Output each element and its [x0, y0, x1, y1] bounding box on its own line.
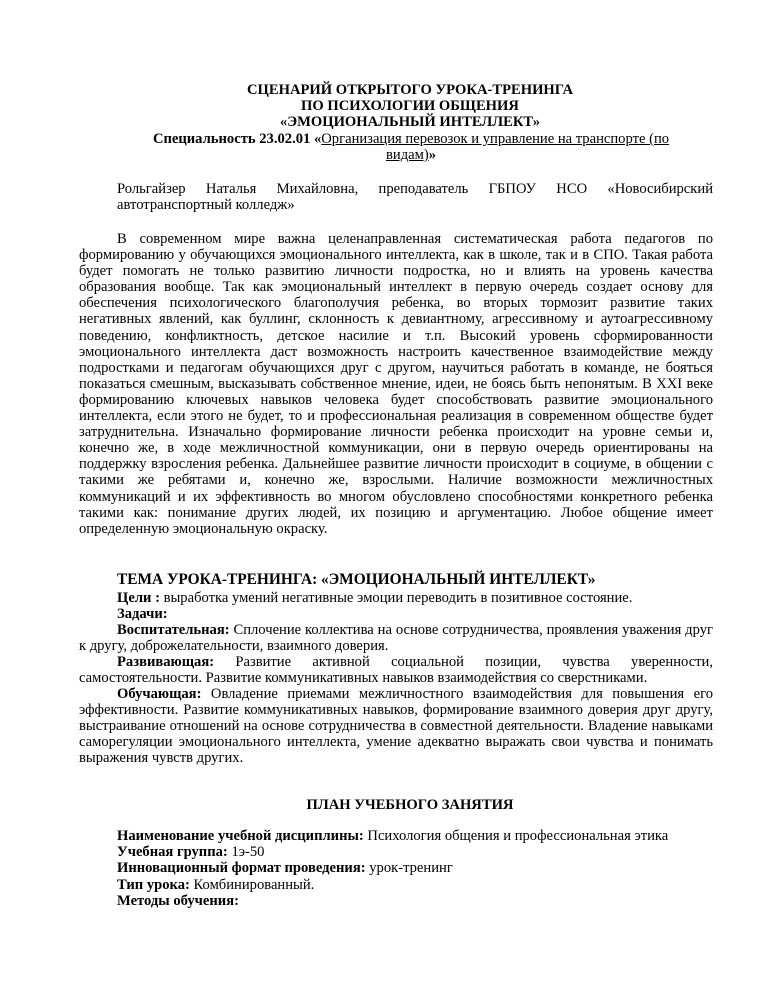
author-paragraph: Рольгайзер Наталья Михайловна, преподаватель ГБПОУ НСО «Новосибирский автотранспортный колледж» — [117, 181, 713, 214]
task-developing-label: Развивающая: — [117, 654, 236, 670]
task-educational-label: Воспитательная: — [117, 622, 234, 638]
task-teaching-value: Овладение приемами межличностного взаимодействия для повышения его эффективности. Развитие коммуникативных навыков, формирование взаимного доверия друг другу, выстраивание отношений на основе сотрудничества в совместной деятельности. Владение навыками саморегуляции эмоционального интеллекта, умение адекватно выражать свои чувства и понимать выражения чувств других. — [79, 686, 713, 767]
task-teaching — [79, 686, 713, 766]
theme-line — [117, 572, 713, 588]
specialty-close: » — [428, 147, 436, 163]
plan-format: Инновационный формат проведения: урок-тренинг — [117, 860, 453, 877]
task-teaching-label: Обучающая: — [117, 686, 211, 702]
task-developing — [79, 654, 713, 686]
tasks-heading: Задачи: — [117, 606, 168, 622]
plan-group: Учебная группа: 1э-50 — [117, 844, 265, 861]
theme-value: «ЭМОЦИОНАЛЬНЫЙ ИНТЕЛЛЕКТ» — [321, 571, 596, 588]
title-line-3: «ЭМОЦИОНАЛЬНЫЙ ИНТЕЛЛЕКТ» — [279, 114, 541, 130]
plan-methods: Методы обучения: — [117, 892, 239, 909]
task-educational — [79, 622, 713, 654]
plan-details — [117, 828, 717, 909]
goals-label: Цели : — [117, 590, 164, 606]
specialty-link[interactable]: Организация перевозок и управление на транспорте (по видам) — [321, 131, 670, 163]
intro-paragraph: В современном мире важна целенаправленная систематическая работа педагогов по формированию у обучающихся эмоционального интеллекта, как в школе, так и в СПО. Такая работа будет помогать не только развитию личности подростка, но и влиять на уровень качества образования вообще. Так как эмоциональный интеллект в первую очередь создает основу для обеспечения психологического благополучия ребенка, во вторых тормозит развитие таких негативных явлений, как буллинг, склонность к девиантному, агрессивному и аутоагрессивному поведению, конфликтность, детское насилие и т.п. Высокий уровень сформированности эмоционального интеллекта даст возможность настроить качественное взаимодействие между подростками и педагогам обучающихся друг с другом, научиться работать в команде, не бояться показаться смешным, высказывать собственное мнение, идеи, не боясь быть непонятым. В XXI веке формированию ключевых навыков человека будет способствовать развитие эмоционального интеллекта, если этого не будет, то и профессиональная реализация в современном обществе будет затруднительна. Изначально формирование личности ребенка происходит на уровне семьи и, конечно же, в ходе межличностной коммуникации, они в первую очередь ориентированы на поддержку взросления ребенка. Дальнейшее развитие личности происходит в социуме, в общении с такими же ребятами и, конечно же, взрослыми. Наличие возможности межличностных коммуникаций и их эффективность во многом обусловлено способностями конкретного ребенка такими как: понимание других людей, их позицию и аргументацию. Любое общение имеет определенную эмоциональную окраску. — [79, 231, 713, 537]
specialty-line — [135, 131, 687, 163]
goals-line — [117, 590, 713, 606]
title-line-2: ПО ПСИХОЛОГИИ ОБЩЕНИЯ — [301, 98, 519, 114]
plan-discipline: Наименование учебной дисциплины: Психология общения и профессиональная этика — [117, 828, 669, 844]
document-title — [110, 82, 710, 130]
plan-title: ПЛАН УЧЕБНОГО ЗАНЯТИЯ — [306, 797, 514, 813]
specialty-label: Специальность 23.02.01 « — [152, 131, 322, 147]
goals-value: выработка умений негативные эмоции переводить в позитивное состояние. — [163, 590, 633, 606]
task-educational-value: Сплочение коллектива на основе сотрудничества, проявления уважения друг к другу, доброжелательности, взаимного доверия. — [79, 622, 713, 655]
task-developing-value: Развитие активной социальной позиции, чувства уверенности, самостоятельности. Развитие коммуникативных навыков взаимодействия со сверстниками. — [79, 654, 714, 687]
plan-type: Тип урока: Комбинированный. — [117, 876, 315, 893]
title-line-1: СЦЕНАРИЙ ОТКРЫТОГО УРОКА-ТРЕНИНГА — [246, 82, 574, 98]
theme-label: ТЕМА УРОКА-ТРЕНИНГА: — [117, 571, 322, 588]
